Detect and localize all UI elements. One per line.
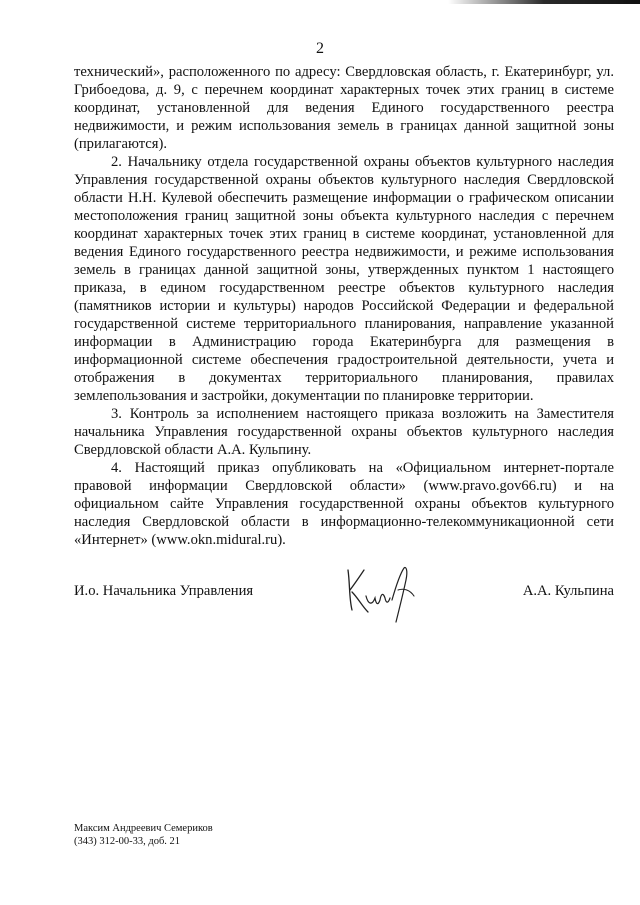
- signatory-name: А.А. Кульпина: [522, 583, 614, 599]
- paragraph-line: наследия Управления государственной охраны объектов культурного наследия: [74, 154, 614, 188]
- paragraph-line: реестра недвижимости, и режиме использования земель в границах данной: [74, 244, 614, 278]
- signatory-position: И.о. Начальника Управления: [74, 583, 254, 599]
- scan-top-edge: [0, 0, 640, 4]
- executor-name: Максим Андреевич Семериков: [74, 823, 213, 834]
- paragraph-line: 4. Настоящий приказ опубликовать на «Официальном интернет-портале: [111, 460, 614, 476]
- paragraph-line: защитной зоны, утвержденных пунктом 1 настоящего приказа,: [74, 262, 614, 296]
- paragraph-line: в системе координат, установленной для ведения Единого государственного: [74, 226, 614, 260]
- paragraph-line: ул. Грибоедова, д. 9, с перечнем координат характерных точек этих границ: [74, 64, 614, 98]
- executor-phone: (343) 312-00-33, доб. 21: [74, 836, 181, 847]
- paragraph-line: истории и культуры) народов Российской Федерации и федеральной: [159, 298, 614, 314]
- paragraph-line: государственной системе территориального планирования, направление указанной: [74, 316, 614, 332]
- paragraph-line: 2. Начальнику отдела государственной охраны объектов культурного: [111, 154, 553, 170]
- paragraph-line: культурного наследия с перечнем координат характерных точек этих границ: [74, 208, 615, 242]
- paragraph-4-publication: [74, 459, 614, 549]
- paragraph-2-publication-order: [74, 153, 614, 405]
- paragraph-line: 3. Контроль за исполнением настоящего приказа возложить на Заместителя: [111, 406, 614, 422]
- paragraph-line: Свердловской области А.А. Кульпину.: [74, 442, 312, 458]
- paragraph-line: Свердловской области Н.Н. Кулевой обеспечить размещение информации: [74, 172, 615, 206]
- paragraph-line: в едином государственном реестре объектов культурного наследия (памятников: [74, 280, 614, 314]
- paragraph-line: в информационной системе обеспечения градостроительной деятельности, учета: [74, 334, 614, 368]
- paragraph-line: в системе координат, установленной для ведения Единого государственного: [74, 82, 614, 116]
- paragraph-line: и отображения в документах территориального планирования, правилах: [74, 352, 614, 386]
- paragraph-line: начальника Управления государственной охраны объектов культурного наследия: [74, 424, 614, 440]
- paragraph-3-control: [74, 405, 614, 459]
- page-number: 2: [316, 40, 324, 57]
- paragraph-line: о графическом описании местоположения границ защитной зоны объекта: [74, 190, 614, 224]
- paragraph-line: правовой информации Свердловской области» (www.pravo.gov66.ru): [74, 478, 557, 494]
- paragraph-line: реестра недвижимости, и режим использования земель в границах данной: [74, 100, 614, 134]
- paragraph-line: наследия Свердловской области в информационно-телекоммуникационной сети: [74, 514, 614, 530]
- paragraph-line: и на официальном сайте Управления государственной охраны объектов культурного: [74, 478, 614, 512]
- paragraph-line: информации в Администрацию города Екатеринбурга для размещения: [74, 334, 591, 350]
- handwritten-signature: [340, 560, 420, 625]
- paragraph-line: «Интернет» (www.okn.midural.ru).: [74, 532, 286, 548]
- executor-footer: [74, 822, 213, 848]
- paragraph-1-continuation: [74, 63, 614, 153]
- paragraph-line: землепользования и застройки, документации по планировке территории.: [74, 388, 534, 404]
- paragraph-line: технический», расположенного по адресу: Свердловская область, г. Екатеринбург,: [74, 64, 592, 80]
- paragraph-line: защитной зоны (прилагаются).: [74, 118, 615, 152]
- document-body: [74, 63, 614, 549]
